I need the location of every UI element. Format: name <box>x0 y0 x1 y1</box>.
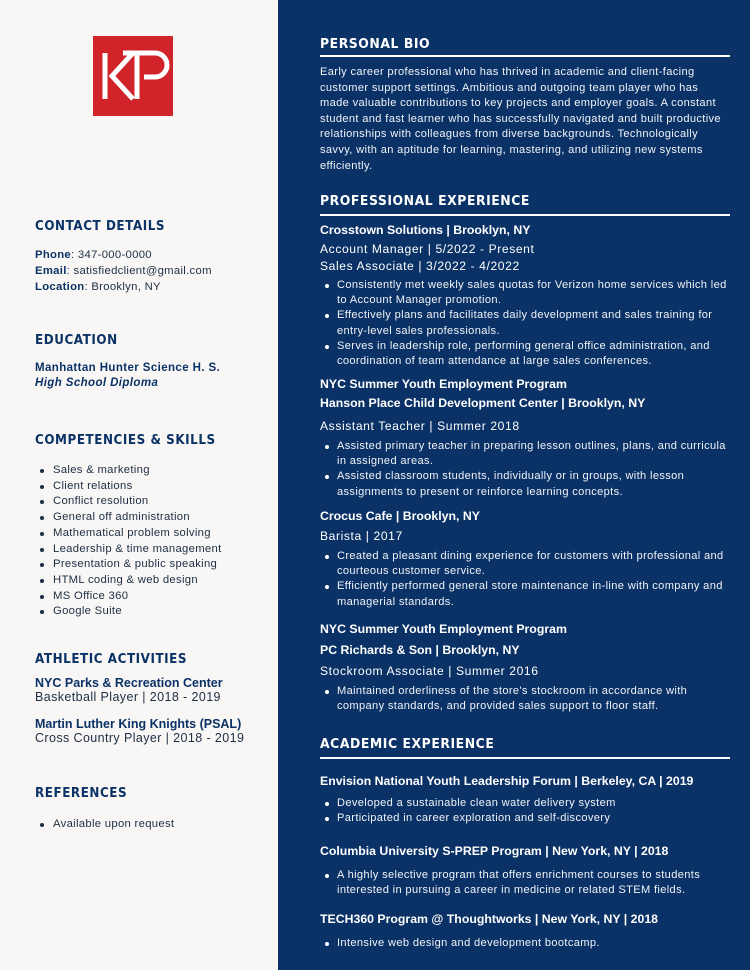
bio-heading: PERSONAL BIO <box>320 36 431 52</box>
skill-item: Leadership & time management <box>35 542 265 558</box>
email-label: Email <box>35 265 67 277</box>
academic-envision <box>320 774 730 826</box>
academic-heading-wrap <box>320 736 730 752</box>
job-role: Assistant Teacher | Summer 2018 <box>320 419 520 433</box>
skill-item: Conflict resolution <box>35 494 265 510</box>
location-value: : Brooklyn, NY <box>84 281 161 293</box>
job-role: Stockroom Associate | Summer 2016 <box>320 664 539 678</box>
bio-divider <box>320 55 730 57</box>
job-bullet: Assisted primary teacher in preparing lesson outlines, plans, and curricula in assigned areas. <box>320 439 730 469</box>
references-section <box>35 786 265 833</box>
kp-logo <box>93 36 173 116</box>
email-value: : satisfiedclient@gmail.com <box>66 265 212 277</box>
athletic-role: Cross Country Player | 2018 - 2019 <box>35 731 245 745</box>
athletic-org: NYC Parks & Recreation Center <box>35 676 223 690</box>
athletic-org: Martin Luther King Knights (PSAL) <box>35 717 242 731</box>
job-bullet: Assisted classroom students, individually or in groups, with lesson assignments to present or reinforce learning concepts. <box>320 469 730 499</box>
skill-item: Sales & marketing <box>35 463 265 479</box>
job-org: Crosstown Solutions | Brooklyn, NY <box>320 223 531 237</box>
skill-item: General off administration <box>35 510 265 526</box>
athletic-heading: ATHLETIC ACTIVITIES <box>35 652 188 667</box>
skill-item: Presentation & public speaking <box>35 557 265 573</box>
skills-section <box>35 433 265 620</box>
skill-item: Google Suite <box>35 604 265 620</box>
job-bullet: Consistently met weekly sales quotas for Verizon home services which led to Account Manager promotion. <box>320 278 730 308</box>
education-section <box>35 333 265 389</box>
job-program: NYC Summer Youth Employment Program <box>320 377 567 391</box>
education-heading: EDUCATION <box>35 333 118 348</box>
skills-list <box>35 463 265 620</box>
job-bullet: Serves in leadership role, performing general office administration, and coordination of team attendance at large sales conferences. <box>320 339 730 369</box>
contact-heading: CONTACT DETAILS <box>35 219 166 234</box>
job-bullets <box>320 278 730 369</box>
contact-location <box>35 279 265 295</box>
phone-label: Phone <box>35 249 72 261</box>
reference-item: Available upon request <box>35 817 265 833</box>
job-bullet: Efficiently performed general store maintenance in-line with company and managerial standards. <box>320 579 730 609</box>
academic-divider <box>320 757 730 759</box>
contact-section <box>35 219 265 295</box>
job-hanson <box>320 377 730 500</box>
academic-org: TECH360 Program @ Thoughtworks | New York, NY | 2018 <box>320 912 659 926</box>
academic-heading: ACADEMIC EXPERIENCE <box>320 736 495 752</box>
job-bullets <box>320 684 730 714</box>
academic-bullets <box>320 936 730 951</box>
education-degree: High School Diploma <box>35 377 159 389</box>
academic-tech360 <box>320 912 730 951</box>
contact-email <box>35 263 265 279</box>
experience-heading: PROFESSIONAL EXPERIENCE <box>320 193 530 209</box>
phone-value: : 347-000-0000 <box>71 249 152 261</box>
skill-item: MS Office 360 <box>35 589 265 605</box>
skills-heading: COMPETENCIES & SKILLS <box>35 433 216 448</box>
experience-divider <box>320 214 730 216</box>
job-crosstown <box>320 223 730 369</box>
skill-item: Client relations <box>35 479 265 495</box>
job-program: NYC Summer Youth Employment Program <box>320 622 567 636</box>
job-org: Hanson Place Child Development Center | Brooklyn, NY <box>320 396 646 410</box>
job-bullet: Effectively plans and facilitates daily development and sales training for entry-level sales professionals. <box>320 308 730 338</box>
academic-org: Columbia University S-PREP Program | New York, NY | 2018 <box>320 844 669 858</box>
bio-text: Early career professional who has thrived in academic and client-facing customer support settings. Ambitious and outgoing team player who has made valuable contributions to key projects and employer goals. A constant student and fast learner who has successfully navigated and built productive relationships with colleagues from diverse backgrounds. Technologically savvy, with an aptitude for learning, mastering, and utilizing new systems efficiently. <box>320 66 721 172</box>
references-list <box>35 817 265 833</box>
skill-item: HTML coding & web design <box>35 573 265 589</box>
athletic-role: Basketball Player | 2018 - 2019 <box>35 690 221 704</box>
job-org: PC Richards & Son | Brooklyn, NY <box>320 643 520 657</box>
job-org: Crocus Cafe | Brooklyn, NY <box>320 509 480 523</box>
experience-heading-wrap <box>320 193 730 209</box>
job-bullet: Maintained orderliness of the store's stockroom in accordance with company standards, and provided sales support to floor staff. <box>320 684 730 714</box>
location-label: Location <box>35 281 85 293</box>
job-role: Account Manager | 5/2022 - Present <box>320 242 535 256</box>
academic-org: Envision National Youth Leadership Forum | Berkeley, CA | 2019 <box>320 774 694 788</box>
academic-bullet: Developed a sustainable clean water delivery system <box>320 796 730 811</box>
contact-phone <box>35 247 265 263</box>
academic-bullets <box>320 796 730 826</box>
job-bullet: Created a pleasant dining experience for customers with professional and courteous customer service. <box>320 549 730 579</box>
job-pcrichards <box>320 622 730 714</box>
bio-section <box>320 36 730 52</box>
academic-columbia <box>320 844 730 898</box>
references-heading: REFERENCES <box>35 786 128 801</box>
academic-bullet: Intensive web design and development bootcamp. <box>320 936 730 951</box>
academic-bullet: A highly selective program that offers enrichment courses to students interested in pursuing a career in medicine or related STEM fields. <box>320 868 730 898</box>
job-role: Sales Associate | 3/2022 - 4/2022 <box>320 259 520 273</box>
job-bullets <box>320 439 730 500</box>
academic-bullet: Participated in career exploration and self-discovery <box>320 811 730 826</box>
left-column <box>0 0 278 970</box>
right-column <box>278 0 750 970</box>
athletic-section <box>35 652 265 745</box>
job-role: Barista | 2017 <box>320 529 403 543</box>
academic-bullets <box>320 868 730 898</box>
job-bullets <box>320 549 730 610</box>
education-school: Manhattan Hunter Science H. S. <box>35 362 221 374</box>
skill-item: Mathematical problem solving <box>35 526 265 542</box>
job-crocus <box>320 509 730 610</box>
